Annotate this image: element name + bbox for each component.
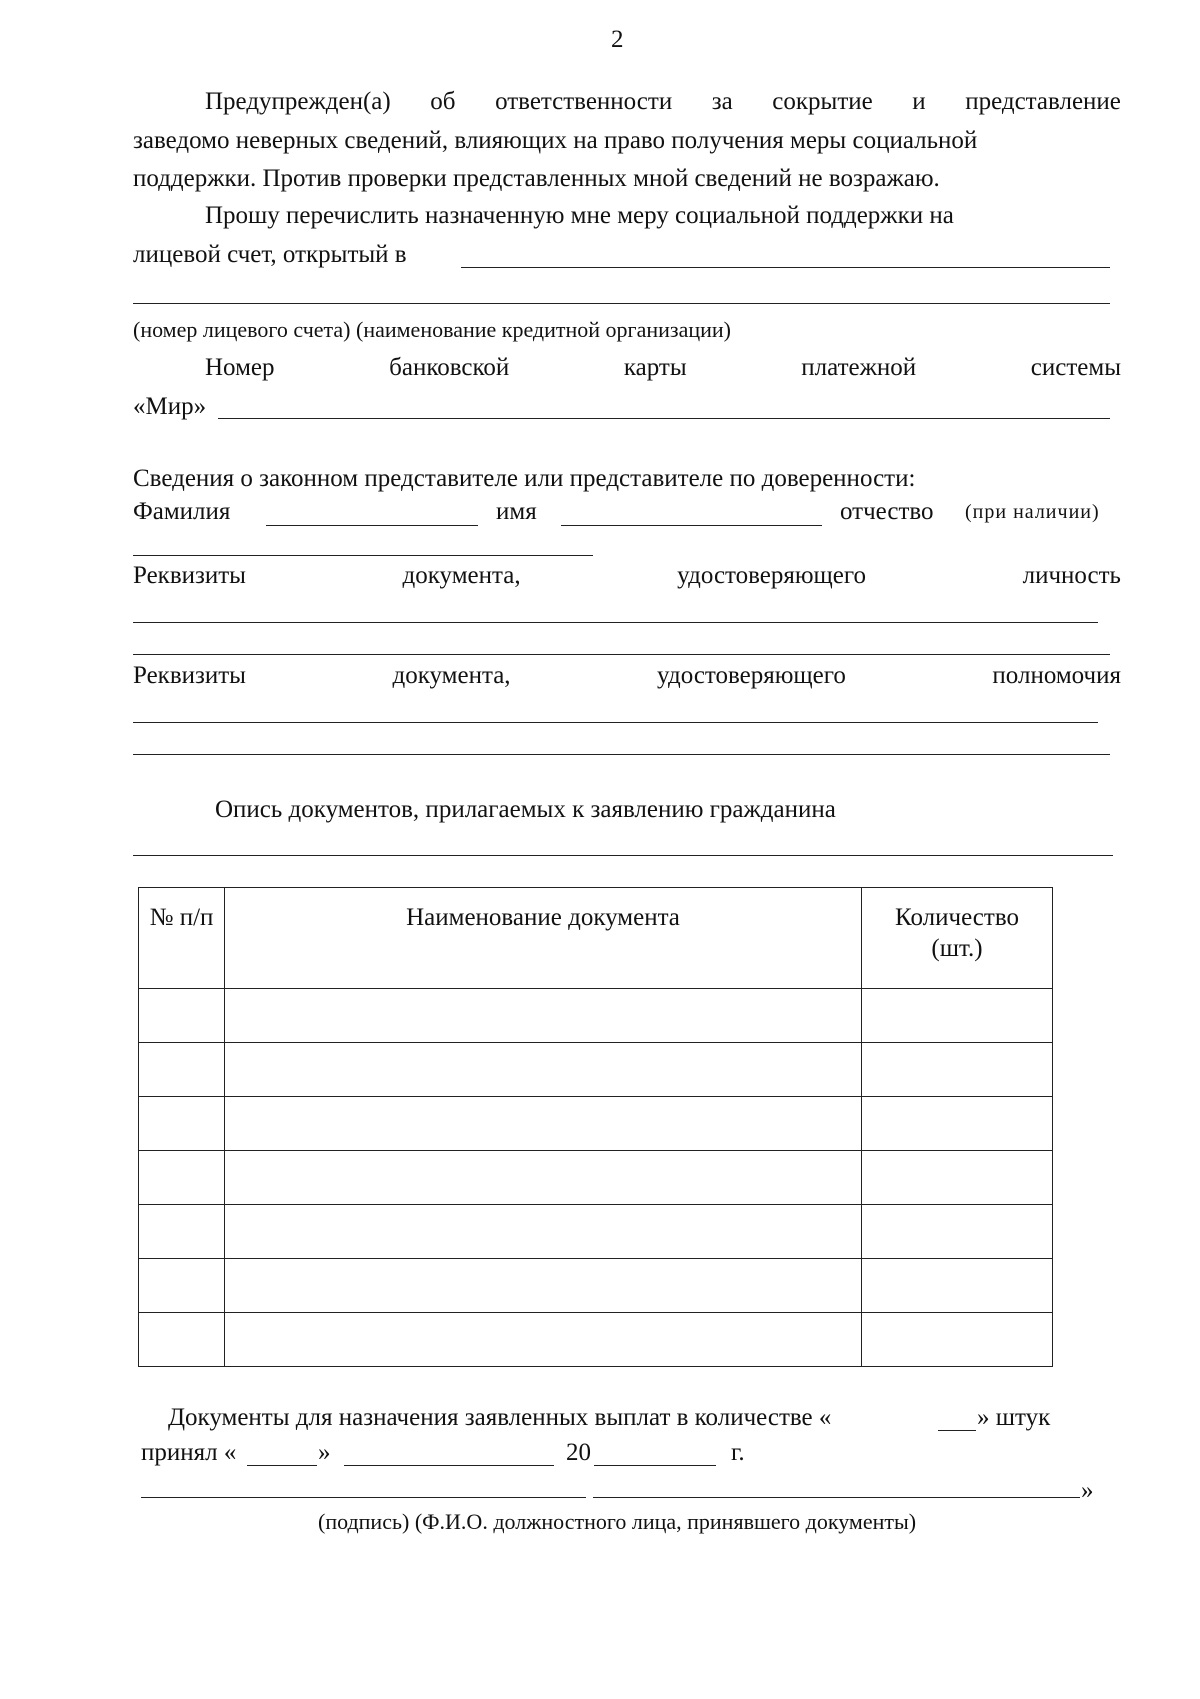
patronymic-label: отчество [840, 498, 934, 525]
authority-doc-field-2[interactable] [133, 754, 1110, 755]
identity-word: документа, [402, 562, 521, 589]
accepted-year-prefix: 20 [566, 1439, 591, 1466]
cell-document-name[interactable] [225, 1313, 862, 1367]
acceptance-count-field[interactable] [938, 1430, 976, 1431]
header-document-name: Наименование документа [225, 888, 862, 989]
acceptance-count-suffix: » штук [977, 1404, 1051, 1431]
header-quantity-line-1: Количество [895, 904, 1019, 931]
page-number: 2 [611, 26, 624, 53]
name-label: имя [496, 498, 537, 525]
table-row [139, 1043, 1053, 1097]
accepted-day-close: » [318, 1439, 331, 1466]
signature-caption: (подпись) (Ф.И.О. должностного лица, принявшего документы) [318, 1509, 917, 1534]
authority-doc-line [133, 663, 1121, 688]
header-number: № п/п [139, 888, 225, 989]
acceptance-count-prefix: Документы для назначения заявленных выплат в количестве « [168, 1404, 832, 1431]
inventory-title: Опись документов, прилагаемых к заявлению гражданина [215, 796, 836, 823]
table-row [139, 1205, 1053, 1259]
transfer-line-1: Прошу перечислить назначенную мне меру социальной поддержки на [205, 202, 954, 229]
authority-word: удостоверяющего [657, 662, 846, 689]
warning-word: за [711, 88, 733, 115]
authority-word: документа, [392, 662, 511, 689]
warning-line-2: заведомо неверных сведений, влияющих на право получения меры социальной [133, 127, 978, 154]
representative-heading: Сведения о законном представителе или представителе по доверенности: [133, 465, 916, 492]
table-row [139, 1097, 1053, 1151]
name-field[interactable] [561, 525, 822, 526]
identity-word: удостоверяющего [677, 562, 867, 589]
identity-doc-field-1[interactable] [133, 622, 1098, 623]
cell-number[interactable] [139, 1205, 225, 1259]
header-quantity-line-2: (шт.) [931, 935, 983, 963]
cell-document-name[interactable] [225, 1205, 862, 1259]
cell-number[interactable] [139, 989, 225, 1043]
patronymic-note: (при наличии) [965, 501, 1100, 523]
warning-line-3: поддержки. Против проверки представленных мной сведений не возражаю. [133, 165, 940, 192]
inventory-title-underline [133, 855, 1113, 856]
cell-quantity[interactable] [862, 989, 1053, 1043]
cell-document-name[interactable] [225, 1151, 862, 1205]
cell-number[interactable] [139, 1151, 225, 1205]
cell-number[interactable] [139, 1043, 225, 1097]
authority-word: полномочия [992, 662, 1121, 689]
identity-doc-field-2[interactable] [133, 654, 1110, 655]
warning-word: и [912, 88, 926, 115]
cell-number[interactable] [139, 1097, 225, 1151]
warning-word: Предупрежден(а) [205, 88, 391, 115]
accepted-month-field[interactable] [344, 1465, 554, 1466]
cell-number[interactable] [139, 1259, 225, 1313]
signature-field[interactable] [141, 1497, 586, 1498]
card-line-1 [205, 355, 1121, 380]
account-caption: (номер лицевого счета) (наименование кредитной организации) [133, 317, 731, 342]
cell-quantity[interactable] [862, 1097, 1053, 1151]
closing-quote: » [1081, 1477, 1094, 1504]
documents-table [138, 887, 1053, 1367]
official-name-field[interactable] [593, 1497, 1080, 1498]
cell-number[interactable] [139, 1313, 225, 1367]
transfer-account-label: лицевой счет, открытый в [133, 241, 407, 268]
card-number-field[interactable] [218, 418, 1110, 419]
surname-label: Фамилия [133, 498, 231, 525]
cell-document-name[interactable] [225, 1259, 862, 1313]
authority-doc-field-1[interactable] [133, 722, 1098, 723]
card-word: карты [623, 354, 687, 381]
identity-doc-line [133, 563, 1121, 588]
table-row [139, 989, 1053, 1043]
cell-quantity[interactable] [862, 1205, 1053, 1259]
header-quantity [862, 888, 1053, 989]
cell-quantity[interactable] [862, 1313, 1053, 1367]
warning-word: об [430, 88, 456, 115]
card-mir-label: «Мир» [133, 393, 207, 420]
warning-word: представление [965, 88, 1121, 115]
authority-word: Реквизиты [133, 662, 246, 689]
cell-quantity[interactable] [862, 1043, 1053, 1097]
table-row [139, 1313, 1053, 1367]
accepted-prefix: принял « [141, 1439, 237, 1466]
warning-word: ответственности [495, 88, 673, 115]
warning-line-1 [205, 89, 1121, 114]
cell-document-name[interactable] [225, 1043, 862, 1097]
accepted-day-field[interactable] [247, 1465, 317, 1466]
table-header-row [139, 888, 1053, 989]
card-word: системы [1030, 354, 1121, 381]
cell-quantity[interactable] [862, 1151, 1053, 1205]
cell-document-name[interactable] [225, 989, 862, 1043]
cell-quantity[interactable] [862, 1259, 1053, 1313]
table-row [139, 1151, 1053, 1205]
patronymic-field[interactable] [133, 555, 593, 556]
warning-word: сокрытие [772, 88, 873, 115]
accepted-year-suffix: г. [731, 1439, 745, 1466]
surname-field[interactable] [266, 525, 478, 526]
bank-name-field[interactable] [461, 267, 1110, 268]
account-number-field[interactable] [133, 303, 1110, 304]
table-row [139, 1259, 1053, 1313]
accepted-year-field[interactable] [594, 1465, 716, 1466]
card-word: платежной [801, 354, 917, 381]
identity-word: личность [1022, 562, 1121, 589]
card-word: банковской [389, 354, 510, 381]
identity-word: Реквизиты [133, 562, 246, 589]
cell-document-name[interactable] [225, 1097, 862, 1151]
card-word: Номер [205, 354, 275, 381]
